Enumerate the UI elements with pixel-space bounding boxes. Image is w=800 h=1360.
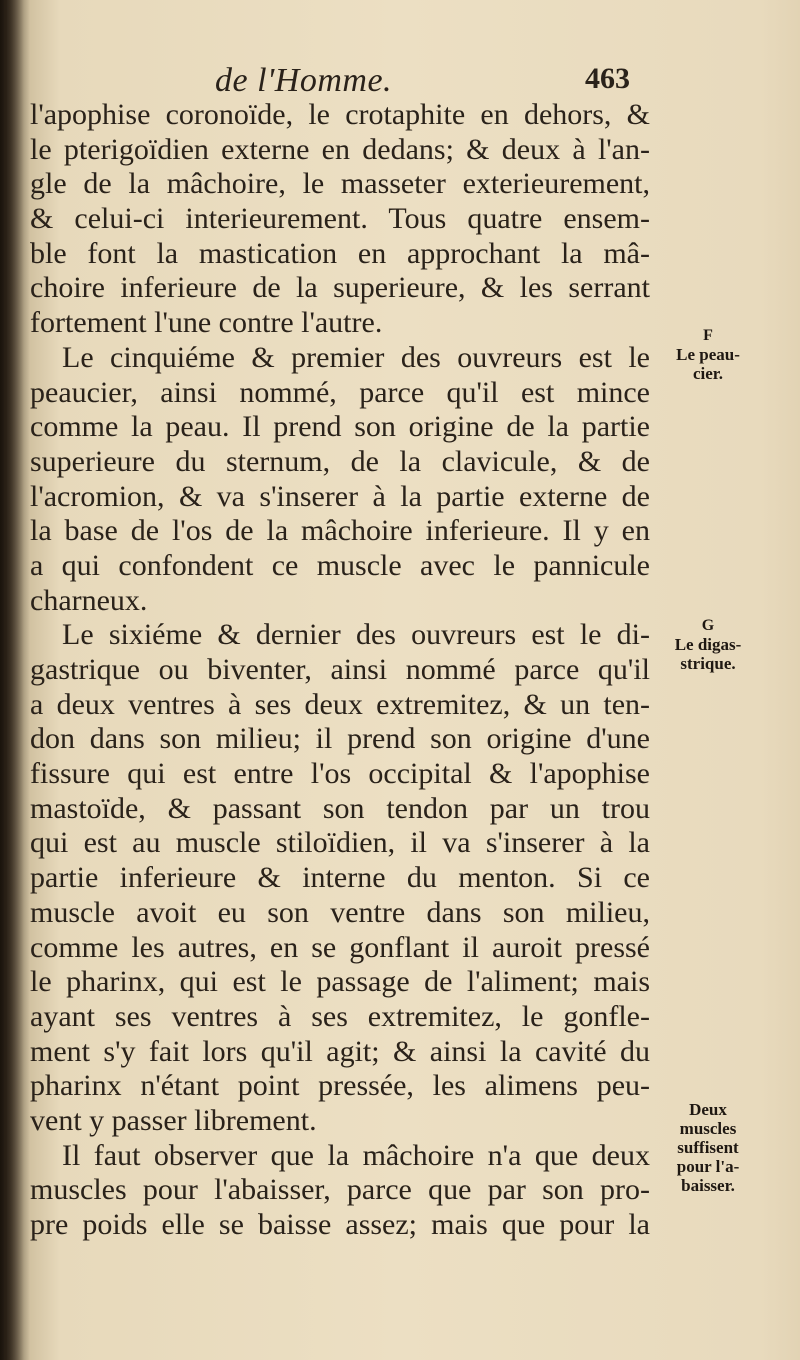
margin-note-text: Le peau- cier. bbox=[676, 345, 740, 383]
text-line: a qui confondent ce muscle avec le pannicule bbox=[30, 548, 650, 582]
text-line: & celui-ci interieurement. Tous quatre ensem- bbox=[30, 202, 650, 236]
running-head bbox=[0, 62, 800, 102]
text-line: le pharinx, qui est le passage de l'aliment; mais bbox=[30, 965, 650, 999]
text-line: qui est au muscle stiloïdien, il va s'inserer à la bbox=[30, 826, 650, 860]
text-line: ment s'y fait lors qu'il agit; & ainsi la cavité du bbox=[30, 1034, 650, 1068]
text-line: mastoïde, & passant son tendon par un trou bbox=[30, 791, 650, 825]
margin-note-digastrique bbox=[648, 616, 768, 673]
margin-note-text: Le digas- strique. bbox=[674, 635, 742, 673]
text-line: superieure du sternum, de la clavicule, & de bbox=[30, 444, 650, 478]
text-line: comme la peau. Il prend son origine de la partie bbox=[30, 410, 650, 444]
text-line: fissure qui est entre l'os occipital & l'apophise bbox=[30, 757, 650, 791]
text-line: le pterigoïdien externe en dedans; & deux à l'an- bbox=[30, 132, 650, 166]
text-line: l'apophise coronoïde, le crotaphite en dehors, & bbox=[30, 98, 650, 131]
margin-note-text: Deux muscles suffisent pour l'a- baisser. bbox=[676, 1100, 740, 1195]
text-line: pre poids elle se baisse assez; mais que pour la bbox=[30, 1208, 650, 1241]
text-line: Le sixiéme & dernier des ouvreurs est le di- bbox=[62, 618, 650, 652]
text-line: gastrique ou biventer, ainsi nommé parce qu'il bbox=[30, 653, 650, 686]
text-line: pharinx n'étant point pressée, les alimens peu- bbox=[30, 1069, 650, 1103]
text-line: partie inferieure & interne du menton. Si ce bbox=[30, 861, 650, 895]
margin-note-peaucier bbox=[648, 326, 768, 383]
text-line: Il faut observer que la mâchoire n'a que deux bbox=[62, 1138, 650, 1172]
text-line: charneux. bbox=[30, 583, 148, 617]
text-line: ayant ses ventres à ses extremitez, le gonfle- bbox=[30, 999, 650, 1033]
text-line: vent y passer librement. bbox=[30, 1103, 317, 1137]
text-line: la base de l'os de la mâchoire inferieure. Il y en bbox=[30, 514, 650, 548]
margin-note-letter: G bbox=[701, 617, 715, 634]
text-line: gle de la mâchoire, le masseter exterieurement, bbox=[30, 167, 650, 201]
text-line: muscle avoit eu son ventre dans son milieu, bbox=[30, 895, 650, 929]
text-line: Le cinquiéme & premier des ouvreurs est le bbox=[62, 340, 650, 374]
text-line: peaucier, ainsi nommé, parce qu'il est mince bbox=[30, 375, 650, 409]
page-number: 463 bbox=[585, 62, 630, 95]
binding-edge bbox=[4, 0, 7, 1360]
margin-note-letter: F bbox=[703, 327, 713, 344]
margin-note-deux-muscles bbox=[648, 1100, 768, 1195]
running-head-title: de l'Homme. bbox=[215, 62, 393, 99]
text-line: ble font la mastication en approchant la mâ- bbox=[30, 236, 650, 270]
body-text bbox=[30, 98, 650, 1243]
text-line: choire inferieure de la superieure, & les serrant bbox=[30, 271, 650, 305]
text-line: fortement l'une contre l'autre. bbox=[30, 306, 383, 340]
text-line: a deux ventres à ses deux extremitez, & un ten- bbox=[30, 687, 650, 721]
text-line: comme les autres, en se gonflant il auroit pressé bbox=[30, 930, 650, 964]
text-line: muscles pour l'abaisser, parce que par son pro- bbox=[30, 1173, 650, 1207]
text-line: l'acromion, & va s'inserer à la partie externe de bbox=[30, 479, 650, 513]
text-line: don dans son milieu; il prend son origine d'une bbox=[30, 722, 650, 756]
